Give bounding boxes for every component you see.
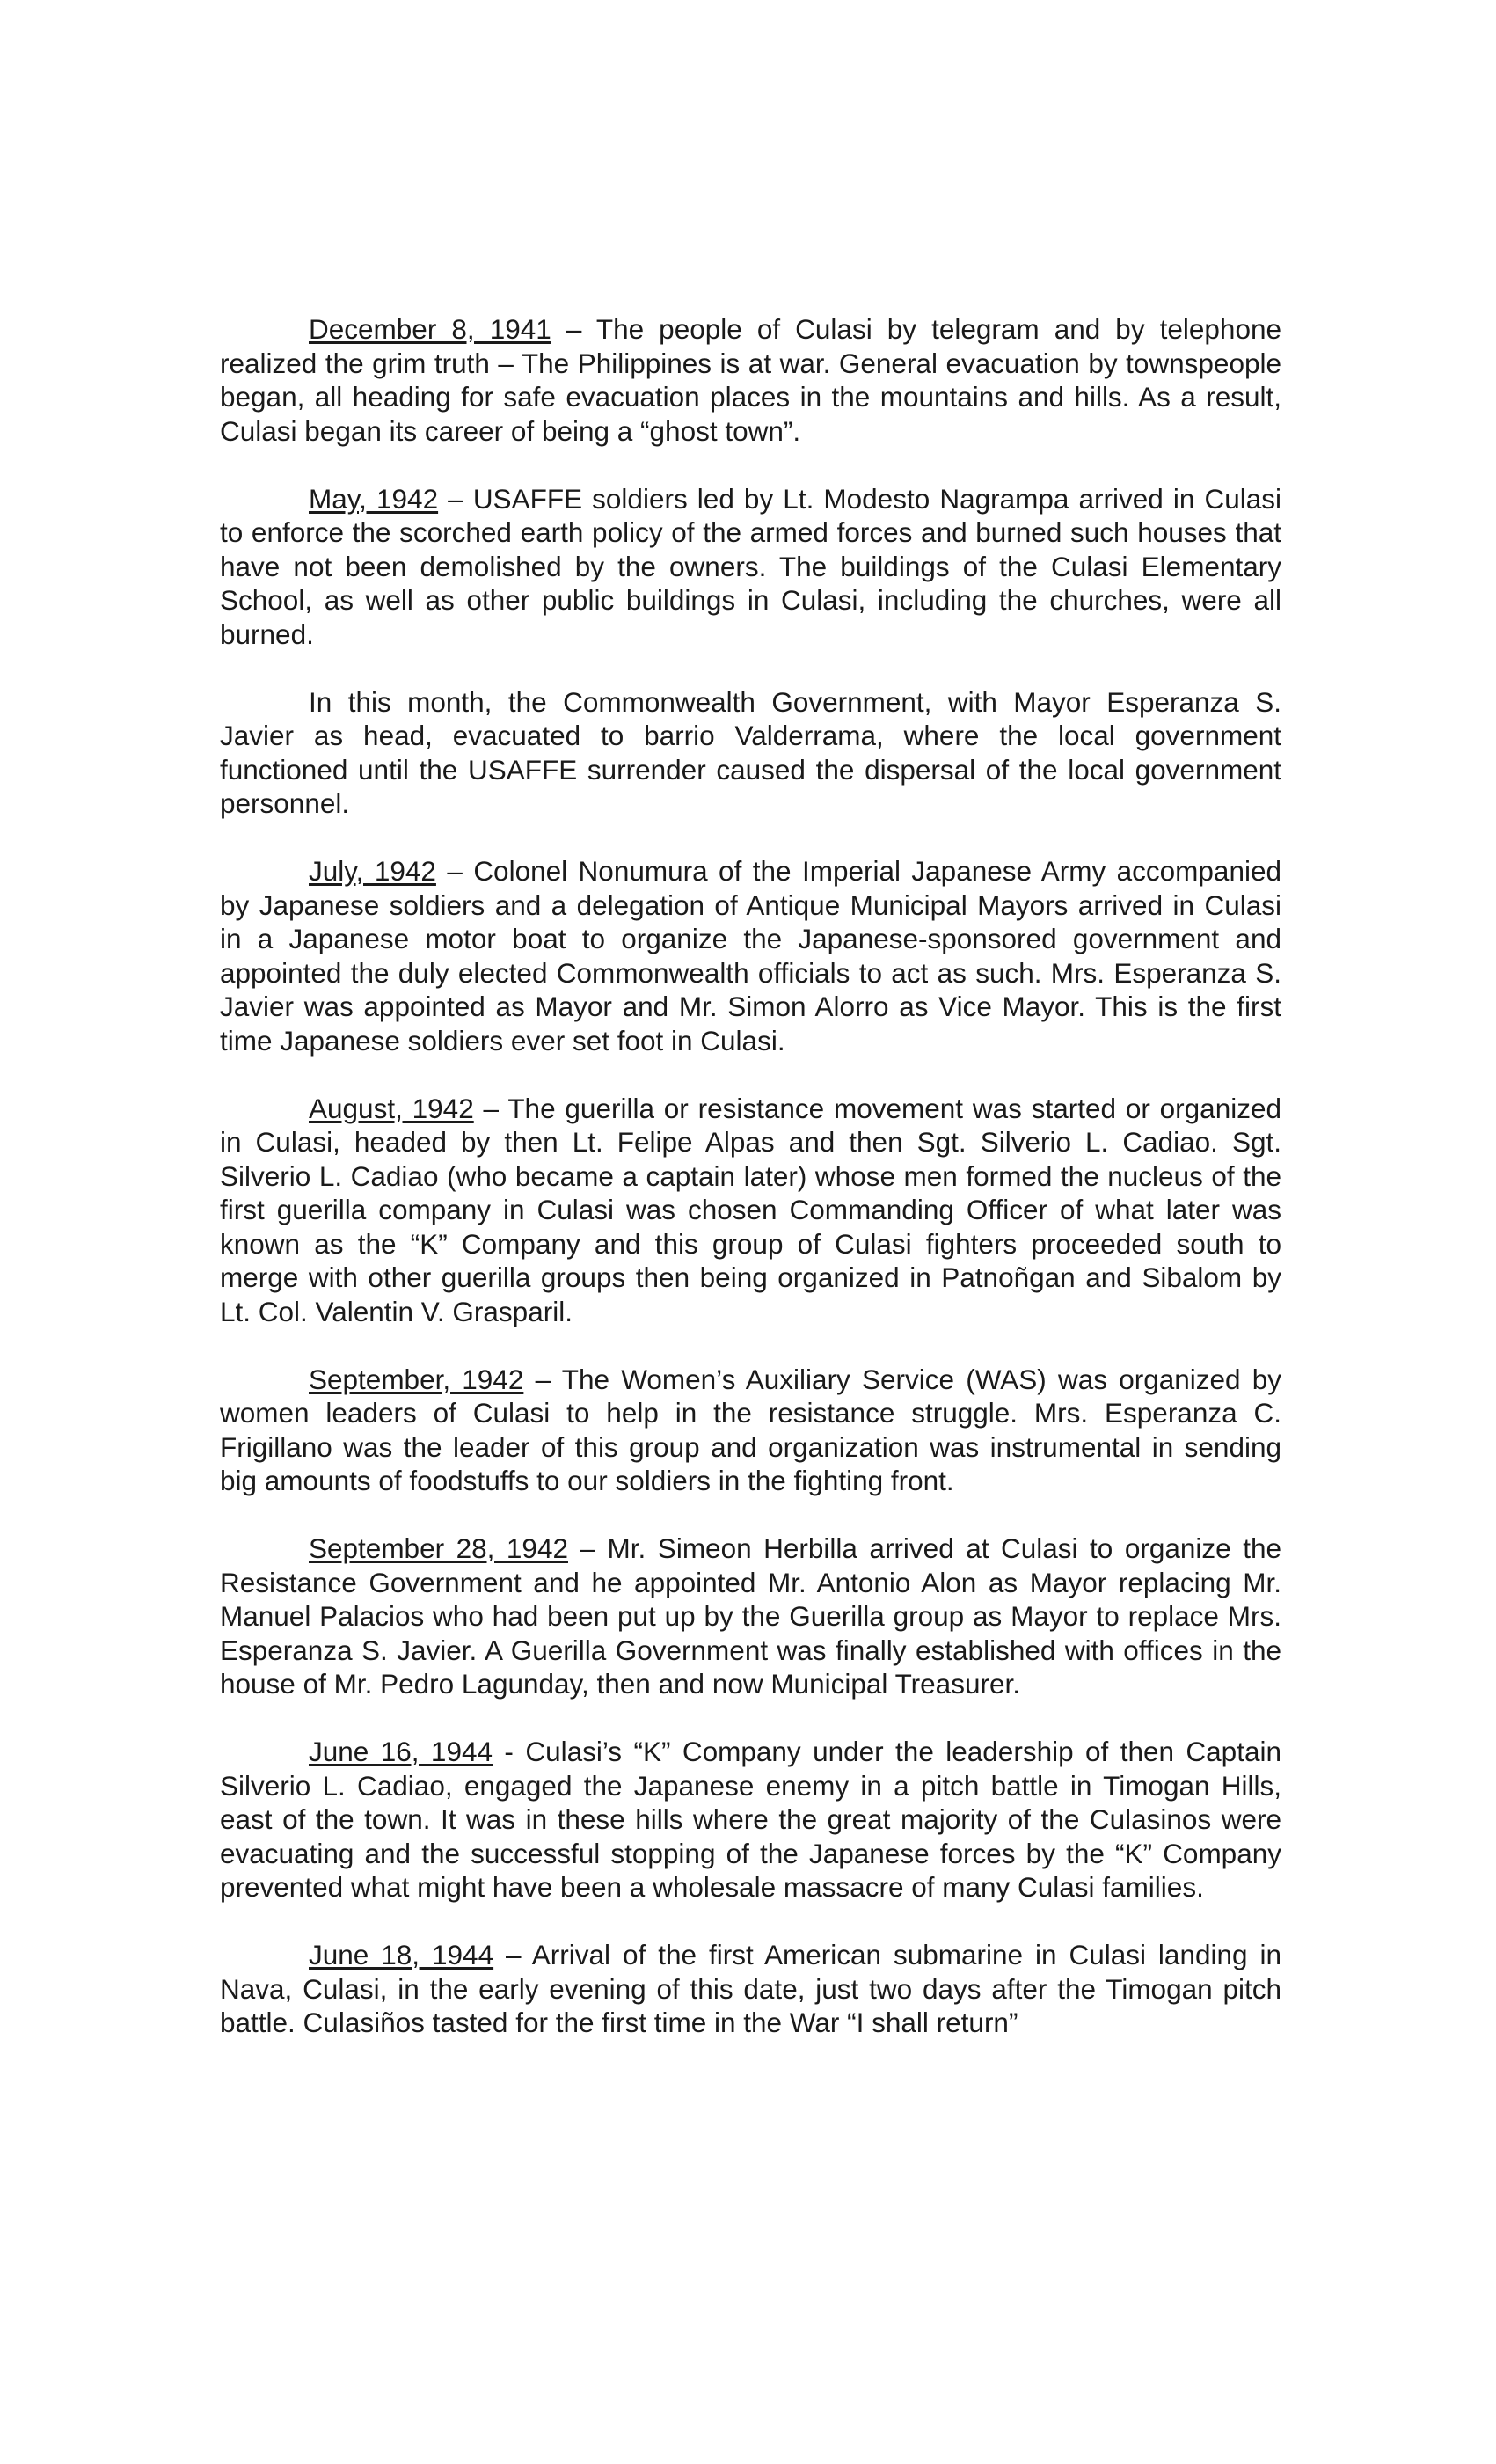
entry-date: December 8, 1941 xyxy=(309,313,551,345)
document-page xyxy=(220,312,1281,2073)
entry-separator: - xyxy=(493,1736,526,1767)
entry-separator: – xyxy=(551,313,596,345)
entry-june-18-1944 xyxy=(220,1938,1281,2040)
entry-date: May, 1942 xyxy=(309,482,439,515)
entry-date: June 18, 1944 xyxy=(309,1939,494,1970)
entry-june-16-1944 xyxy=(220,1735,1281,1905)
entry-date: August, 1942 xyxy=(309,1092,474,1124)
entry-september-28-1942 xyxy=(220,1532,1281,1701)
entry-text: Mr. Simeon Herbilla arrived at Culasi to organize the Resistance Government and he appointed Mr. Antonio Alon as Mayor replacing Mr. Manuel Palacios who had been put up by the Guerilla group as Mayor to replace Mrs. Esperanza S. Javier. A Guerilla Government was finally established with offices in the house of Mr. Pedro Lagunday, then and now Municipal Treasurer. xyxy=(220,1532,1281,1700)
entry-text: Arrival of the first American submarine in Culasi landing in Nava, Culasi, in the early evening of this date, just two days after the Timogan pitch battle. Culasiños tasted for the first time in the War “I shall return” xyxy=(220,1939,1281,2038)
entry-text: The guerilla or resistance movement was started or organized in Culasi, headed by then Lt. Felipe Alpas and then Sgt. Silverio L. Cadiao. Sgt. Silverio L. Cadiao (who became a captain later) whose men formed the nucleus of the first guerilla company in Culasi was chosen Commanding Officer of what later was known as the “K” Company and this group of Culasi fighters proceeded south to merge with other guerilla groups then being organized in Patnoñgan and Sibalom by Lt. Col. Valentin V. Grasparil. xyxy=(220,1092,1281,1327)
entry-date: September, 1942 xyxy=(309,1363,524,1395)
entry-may-1942 xyxy=(220,482,1281,652)
entry-separator: – xyxy=(523,1363,562,1395)
entry-september-1942 xyxy=(220,1363,1281,1498)
entry-text: Culasi’s “K” Company under the leadership of then Captain Silverio L. Cadiao, engaged the Japanese enemy in a pitch battle in Timogan Hills, east of the town. It was in these hills where the great majority of the Culasinos were evacuating and the successful stopping of the Japanese forces by the “K” Company prevented what might have been a wholesale massacre of many Culasi families. xyxy=(220,1736,1281,1903)
entry-text: The Women’s Auxiliary Service (WAS) was organized by women leaders of Culasi to help in the resistance struggle. Mrs. Esperanza C. Frigillano was the leader of this group and organization was instrumental in sending big amounts of foodstuffs to our soldiers in the fighting front. xyxy=(220,1363,1281,1496)
entry-commonwealth-evacuation xyxy=(220,685,1281,821)
entry-separator: – xyxy=(493,1939,532,1970)
entry-text: Colonel Nonumura of the Imperial Japanese Army accompanied by Japanese soldiers and a delegation of Antique Municipal Mayors arrived in Culasi in a Japanese motor boat to organize the Japanese-sponsored government and appointed the duly elected Commonwealth officials to act as such. Mrs. Esperanza S. Javier was appointed as Mayor and Mr. Simon Alorro as Vice Mayor. This is the first time Japanese soldiers ever set foot in Culasi. xyxy=(220,855,1281,1057)
entry-separator: – xyxy=(438,482,473,515)
entry-separator: – xyxy=(435,855,474,887)
entry-august-1942 xyxy=(220,1092,1281,1329)
entry-dec-8-1941 xyxy=(220,312,1281,448)
entry-date: June 16, 1944 xyxy=(309,1736,493,1767)
entry-text: In this month, the Commonwealth Government, with Mayor Esperanza S. Javier as head, evacuated to barrio Valderrama, where the local government functioned until the USAFFE surrender caused the dispersal of the local government personnel. xyxy=(220,685,1281,819)
entry-separator: – xyxy=(567,1532,608,1564)
entry-text: The people of Culasi by telegram and by telephone realized the grim truth – The Philippines is at war. General evacuation by townspeople began, all heading for safe evacuation places in the mountains and hills. As a result, Culasi began its career of being a “ghost town”. xyxy=(220,313,1282,447)
entry-text: USAFFE soldiers led by Lt. Modesto Nagrampa arrived in Culasi to enforce the scorched earth policy of the armed forces and burned such houses that have not been demolished by the owners. The buildings of the Culasi Elementary School, as well as other public buildings in Culasi, including the churches, were all burned. xyxy=(220,482,1282,650)
entry-date: July, 1942 xyxy=(309,855,436,887)
entry-date: September 28, 1942 xyxy=(309,1532,568,1564)
entry-separator: – xyxy=(473,1092,508,1124)
entry-july-1942 xyxy=(220,854,1281,1057)
